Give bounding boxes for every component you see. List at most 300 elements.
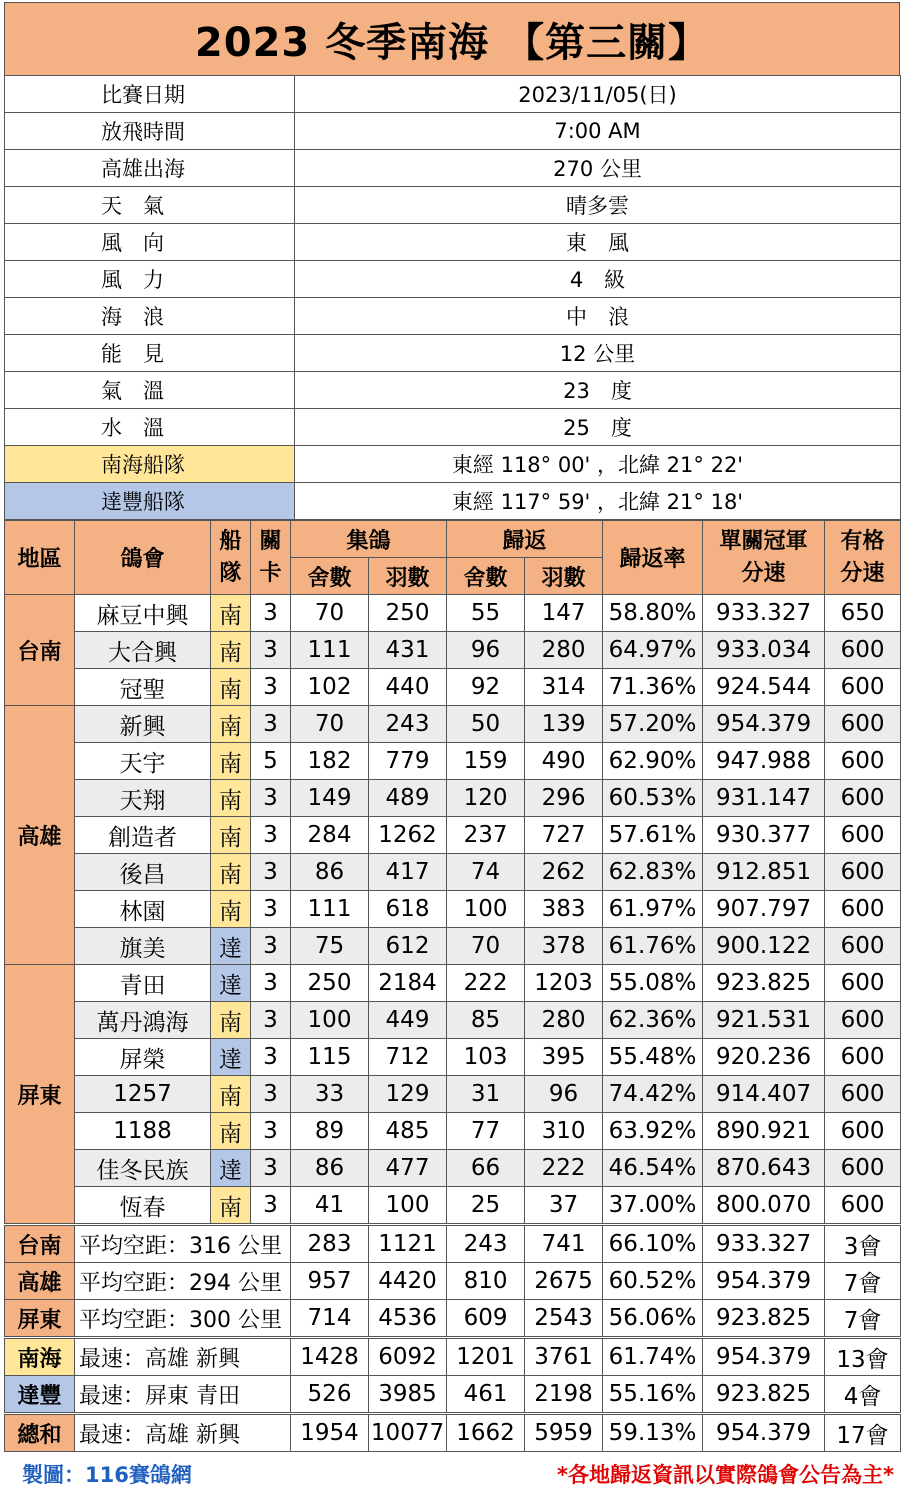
info-row	[5, 372, 901, 409]
club-name: 屏榮	[75, 1039, 211, 1076]
champion-speed: 870.643	[703, 1150, 825, 1187]
club-name: 青田	[75, 965, 211, 1002]
summary-name: 高雄	[5, 1263, 75, 1300]
return-birds: 383	[525, 891, 603, 928]
return-birds: 139	[525, 706, 603, 743]
champion-speed: 924.544	[703, 669, 825, 706]
collect-lofts: 75	[291, 928, 369, 965]
return-rate: 62.90%	[603, 743, 703, 780]
collect-birds: 618	[369, 891, 447, 928]
info-row	[5, 113, 901, 150]
collect-birds: 1121	[369, 1225, 447, 1263]
champion-speed: 923.825	[703, 1300, 825, 1338]
info-row	[5, 335, 901, 372]
qualifying-speed: 600	[825, 1039, 901, 1076]
return-rate: 59.13%	[603, 1414, 703, 1452]
champion-speed: 907.797	[703, 891, 825, 928]
return-rate: 55.08%	[603, 965, 703, 1002]
stage-count: 3	[251, 595, 291, 632]
race-info-table	[4, 75, 901, 520]
summary-note: 最速：屏東 青田	[75, 1376, 291, 1414]
return-lofts: 237	[447, 817, 525, 854]
collect-lofts: 86	[291, 1150, 369, 1187]
club-name: 冠聖	[75, 669, 211, 706]
stage-count: 3	[251, 891, 291, 928]
collect-birds: 489	[369, 780, 447, 817]
boat-team: 南	[211, 1113, 251, 1150]
collect-birds: 243	[369, 706, 447, 743]
return-rate: 55.48%	[603, 1039, 703, 1076]
stage-count: 3	[251, 965, 291, 1002]
collect-birds: 129	[369, 1076, 447, 1113]
summary-name: 台南	[5, 1225, 75, 1263]
return-lofts: 159	[447, 743, 525, 780]
return-birds: 280	[525, 632, 603, 669]
return-rate: 37.00%	[603, 1187, 703, 1225]
collect-lofts: 89	[291, 1113, 369, 1150]
info-row	[5, 298, 901, 335]
header-rate: 歸返率	[603, 521, 703, 595]
collect-lofts: 111	[291, 891, 369, 928]
return-rate: 56.06%	[603, 1300, 703, 1338]
return-birds: 2543	[525, 1300, 603, 1338]
info-value: 25 度	[295, 409, 901, 446]
collect-lofts: 284	[291, 817, 369, 854]
header-return: 歸返	[447, 521, 603, 558]
header-stage-label: 關卡	[259, 528, 282, 586]
return-rate: 74.42%	[603, 1076, 703, 1113]
info-value: 7:00 AM	[295, 113, 901, 150]
summary-note: 最速：高雄 新興	[75, 1338, 291, 1376]
boat-team: 南	[211, 706, 251, 743]
header-return-lofts: 舍數	[447, 558, 525, 595]
stage-count: 3	[251, 669, 291, 706]
boat-coord-row	[5, 446, 901, 483]
qualifying-speed: 600	[825, 928, 901, 965]
stage-count: 3	[251, 1076, 291, 1113]
collect-birds: 100	[369, 1187, 447, 1225]
collect-lofts: 526	[291, 1376, 369, 1414]
qualifying-speed: 600	[825, 965, 901, 1002]
return-birds: 490	[525, 743, 603, 780]
return-lofts: 66	[447, 1150, 525, 1187]
info-row	[5, 150, 901, 187]
qualifying-speed: 600	[825, 854, 901, 891]
header-qual-speed	[825, 521, 901, 595]
table-row	[5, 595, 901, 632]
club-name: 恆春	[75, 1187, 211, 1225]
stage-count: 3	[251, 780, 291, 817]
info-value: 4 級	[295, 261, 901, 298]
return-rate: 62.83%	[603, 854, 703, 891]
boat-coordinates: 東經 117° 59' ，北緯 21° 18'	[295, 483, 901, 520]
region-cell: 台南	[5, 595, 75, 706]
header-boat	[211, 521, 251, 595]
footer-credit: 製圖：116賽鴿網	[22, 1463, 192, 1487]
qualifying-speed: 600	[825, 632, 901, 669]
info-value: 2023/11/05(日)	[295, 76, 901, 113]
club-name: 佳冬民族	[75, 1150, 211, 1187]
return-birds: 727	[525, 817, 603, 854]
collect-birds: 449	[369, 1002, 447, 1039]
collect-lofts: 41	[291, 1187, 369, 1225]
stage-count: 3	[251, 854, 291, 891]
return-birds: 262	[525, 854, 603, 891]
return-rate: 57.20%	[603, 706, 703, 743]
return-birds: 741	[525, 1225, 603, 1263]
return-lofts: 222	[447, 965, 525, 1002]
club-name: 1188	[75, 1113, 211, 1150]
region-cell: 高雄	[5, 706, 75, 965]
footer	[4, 1452, 900, 1496]
boat-team: 達	[211, 965, 251, 1002]
qualifying-speed: 650	[825, 595, 901, 632]
table-row	[5, 854, 901, 891]
champion-speed: 900.122	[703, 928, 825, 965]
club-count: 13會	[825, 1338, 901, 1376]
return-lofts: 461	[447, 1376, 525, 1414]
return-lofts: 1201	[447, 1338, 525, 1376]
return-lofts: 55	[447, 595, 525, 632]
summary-note: 最速：高雄 新興	[75, 1414, 291, 1452]
return-birds: 280	[525, 1002, 603, 1039]
header-boat-label: 船隊	[219, 528, 242, 586]
summary-note: 平均空距：294 公里	[75, 1263, 291, 1300]
boat-team: 南	[211, 1187, 251, 1225]
stage-count: 3	[251, 1113, 291, 1150]
footer-notice: *各地歸返資訊以實際鴿會公告為主*	[557, 1463, 894, 1487]
champion-speed: 923.825	[703, 965, 825, 1002]
collect-lofts: 149	[291, 780, 369, 817]
qualifying-speed: 600	[825, 1187, 901, 1225]
stage-count: 3	[251, 928, 291, 965]
stage-count: 3	[251, 1002, 291, 1039]
table-row	[5, 1076, 901, 1113]
club-name: 麻豆中興	[75, 595, 211, 632]
collect-birds: 10077	[369, 1414, 447, 1452]
collect-birds: 477	[369, 1150, 447, 1187]
club-count: 7會	[825, 1300, 901, 1338]
header-champ-speed-label: 單關冠軍分速	[719, 528, 808, 586]
return-rate: 61.97%	[603, 891, 703, 928]
table-row	[5, 928, 901, 965]
return-birds: 310	[525, 1113, 603, 1150]
return-birds: 314	[525, 669, 603, 706]
info-label: 放飛時間	[5, 113, 295, 150]
boat-team: 南	[211, 854, 251, 891]
boat-team: 南	[211, 891, 251, 928]
return-lofts: 1662	[447, 1414, 525, 1452]
info-label: 風 力	[5, 261, 295, 298]
boat-coordinates: 東經 118° 00' ，北緯 21° 22'	[295, 446, 901, 483]
collect-birds: 485	[369, 1113, 447, 1150]
qualifying-speed: 600	[825, 817, 901, 854]
header-return-birds: 羽數	[525, 558, 603, 595]
info-value: 270 公里	[295, 150, 901, 187]
return-rate: 62.36%	[603, 1002, 703, 1039]
return-birds: 395	[525, 1039, 603, 1076]
champion-speed: 800.070	[703, 1187, 825, 1225]
club-name: 新興	[75, 706, 211, 743]
info-row	[5, 76, 901, 113]
return-rate: 60.53%	[603, 780, 703, 817]
region-cell: 屏東	[5, 965, 75, 1225]
race-info-body	[5, 76, 901, 520]
return-birds: 37	[525, 1187, 603, 1225]
collect-birds: 4420	[369, 1263, 447, 1300]
table-row	[5, 1150, 901, 1187]
boat-team-label: 南海船隊	[5, 446, 295, 483]
return-rate: 58.80%	[603, 595, 703, 632]
champion-speed: 954.379	[703, 1338, 825, 1376]
collect-lofts: 100	[291, 1002, 369, 1039]
return-birds: 2198	[525, 1376, 603, 1414]
return-rate: 61.76%	[603, 928, 703, 965]
collect-birds: 612	[369, 928, 447, 965]
return-lofts: 85	[447, 1002, 525, 1039]
return-birds: 1203	[525, 965, 603, 1002]
champion-speed: 914.407	[703, 1076, 825, 1113]
table-row	[5, 706, 901, 743]
summary-row	[5, 1376, 901, 1414]
info-label: 氣 溫	[5, 372, 295, 409]
info-row	[5, 187, 901, 224]
collect-birds: 431	[369, 632, 447, 669]
info-value: 中 浪	[295, 298, 901, 335]
champion-speed: 947.988	[703, 743, 825, 780]
header-stage	[251, 521, 291, 595]
club-name: 創造者	[75, 817, 211, 854]
champion-speed: 920.236	[703, 1039, 825, 1076]
collect-lofts: 33	[291, 1076, 369, 1113]
champion-speed: 933.327	[703, 1225, 825, 1263]
champion-speed: 933.327	[703, 595, 825, 632]
info-row	[5, 409, 901, 446]
summary-name: 達豐	[5, 1376, 75, 1414]
return-lofts: 70	[447, 928, 525, 965]
collect-birds: 779	[369, 743, 447, 780]
return-birds: 296	[525, 780, 603, 817]
champion-speed: 954.379	[703, 1263, 825, 1300]
return-lofts: 92	[447, 669, 525, 706]
boat-team-label: 達豐船隊	[5, 483, 295, 520]
champion-speed: 921.531	[703, 1002, 825, 1039]
return-rate: 55.16%	[603, 1376, 703, 1414]
return-rate: 46.54%	[603, 1150, 703, 1187]
club-name: 天翔	[75, 780, 211, 817]
table-row	[5, 1039, 901, 1076]
club-name: 後昌	[75, 854, 211, 891]
qualifying-speed: 600	[825, 1113, 901, 1150]
boat-team: 達	[211, 928, 251, 965]
collect-lofts: 1954	[291, 1414, 369, 1452]
collect-birds: 712	[369, 1039, 447, 1076]
qualifying-speed: 600	[825, 1076, 901, 1113]
return-lofts: 31	[447, 1076, 525, 1113]
summary-note: 平均空距：300 公里	[75, 1300, 291, 1338]
boat-team: 南	[211, 669, 251, 706]
return-lofts: 77	[447, 1113, 525, 1150]
return-rate: 60.52%	[603, 1263, 703, 1300]
return-birds: 147	[525, 595, 603, 632]
return-rate: 61.74%	[603, 1338, 703, 1376]
return-birds: 5959	[525, 1414, 603, 1452]
results-table	[4, 520, 901, 1452]
return-birds: 222	[525, 1150, 603, 1187]
collect-birds: 6092	[369, 1338, 447, 1376]
header-champ-speed	[703, 521, 825, 595]
club-count: 7會	[825, 1263, 901, 1300]
header-region: 地區	[5, 521, 75, 595]
summary-name: 總和	[5, 1414, 75, 1452]
return-lofts: 74	[447, 854, 525, 891]
table-row	[5, 891, 901, 928]
stage-count: 3	[251, 1150, 291, 1187]
club-name: 萬丹鴻海	[75, 1002, 211, 1039]
header-qual-speed-label: 有格分速	[840, 528, 885, 586]
info-label: 能 見	[5, 335, 295, 372]
club-name: 大合興	[75, 632, 211, 669]
collect-lofts: 714	[291, 1300, 369, 1338]
boat-coord-row	[5, 483, 901, 520]
return-lofts: 243	[447, 1225, 525, 1263]
return-rate: 57.61%	[603, 817, 703, 854]
info-value: 12 公里	[295, 335, 901, 372]
return-birds: 96	[525, 1076, 603, 1113]
return-rate: 64.97%	[603, 632, 703, 669]
boat-team: 南	[211, 1002, 251, 1039]
info-value: 東 風	[295, 224, 901, 261]
summary-row	[5, 1263, 901, 1300]
info-label: 天 氣	[5, 187, 295, 224]
return-lofts: 50	[447, 706, 525, 743]
info-label: 水 溫	[5, 409, 295, 446]
table-row	[5, 817, 901, 854]
info-label: 海 浪	[5, 298, 295, 335]
champion-speed: 954.379	[703, 1414, 825, 1452]
collect-lofts: 111	[291, 632, 369, 669]
collect-birds: 440	[369, 669, 447, 706]
collect-lofts: 957	[291, 1263, 369, 1300]
report-title: 2023 冬季南海 【第三關】	[4, 2, 900, 75]
table-row	[5, 669, 901, 706]
collect-lofts: 102	[291, 669, 369, 706]
qualifying-speed: 600	[825, 780, 901, 817]
boat-team: 南	[211, 595, 251, 632]
collect-lofts: 86	[291, 854, 369, 891]
boat-team: 南	[211, 632, 251, 669]
table-row	[5, 743, 901, 780]
champion-speed: 931.147	[703, 780, 825, 817]
qualifying-speed: 600	[825, 1002, 901, 1039]
club-count: 3會	[825, 1225, 901, 1263]
return-birds: 3761	[525, 1338, 603, 1376]
return-birds: 2675	[525, 1263, 603, 1300]
boat-team: 南	[211, 1076, 251, 1113]
champion-speed: 923.825	[703, 1376, 825, 1414]
race-report	[4, 2, 900, 1496]
info-label: 高雄出海	[5, 150, 295, 187]
collect-birds: 417	[369, 854, 447, 891]
return-lofts: 96	[447, 632, 525, 669]
club-name: 旗美	[75, 928, 211, 965]
boat-team: 達	[211, 1150, 251, 1187]
champion-speed: 890.921	[703, 1113, 825, 1150]
summary-row	[5, 1225, 901, 1263]
table-row	[5, 780, 901, 817]
header-club: 鴿會	[75, 521, 211, 595]
table-row	[5, 965, 901, 1002]
collect-birds: 2184	[369, 965, 447, 1002]
return-lofts: 120	[447, 780, 525, 817]
club-name: 天宇	[75, 743, 211, 780]
table-row	[5, 632, 901, 669]
return-rate: 66.10%	[603, 1225, 703, 1263]
summary-row	[5, 1338, 901, 1376]
club-name: 1257	[75, 1076, 211, 1113]
return-rate: 71.36%	[603, 669, 703, 706]
stage-count: 3	[251, 1187, 291, 1225]
boat-team: 南	[211, 743, 251, 780]
table-row	[5, 1187, 901, 1225]
stage-count: 5	[251, 743, 291, 780]
collect-lofts: 115	[291, 1039, 369, 1076]
stage-count: 3	[251, 706, 291, 743]
header-collect-lofts: 舍數	[291, 558, 369, 595]
qualifying-speed: 600	[825, 669, 901, 706]
collect-birds: 3985	[369, 1376, 447, 1414]
club-count: 4會	[825, 1376, 901, 1414]
header-row-1	[5, 521, 901, 558]
stage-count: 3	[251, 817, 291, 854]
summary-name: 屏東	[5, 1300, 75, 1338]
info-label: 風 向	[5, 224, 295, 261]
return-lofts: 609	[447, 1300, 525, 1338]
qualifying-speed: 600	[825, 891, 901, 928]
collect-lofts: 182	[291, 743, 369, 780]
collect-birds: 250	[369, 595, 447, 632]
qualifying-speed: 600	[825, 706, 901, 743]
info-value: 23 度	[295, 372, 901, 409]
collect-birds: 1262	[369, 817, 447, 854]
qualifying-speed: 600	[825, 743, 901, 780]
collect-lofts: 1428	[291, 1338, 369, 1376]
qualifying-speed: 600	[825, 1150, 901, 1187]
info-value: 晴多雲	[295, 187, 901, 224]
boat-team: 南	[211, 780, 251, 817]
collect-lofts: 70	[291, 595, 369, 632]
return-lofts: 103	[447, 1039, 525, 1076]
champion-speed: 954.379	[703, 706, 825, 743]
return-birds: 378	[525, 928, 603, 965]
header-collect-birds: 羽數	[369, 558, 447, 595]
champion-speed: 912.851	[703, 854, 825, 891]
stage-count: 3	[251, 632, 291, 669]
info-row	[5, 261, 901, 298]
header-collect: 集鴿	[291, 521, 447, 558]
collect-birds: 4536	[369, 1300, 447, 1338]
summary-note: 平均空距：316 公里	[75, 1225, 291, 1263]
collect-lofts: 70	[291, 706, 369, 743]
return-lofts: 25	[447, 1187, 525, 1225]
return-lofts: 810	[447, 1263, 525, 1300]
info-row	[5, 224, 901, 261]
table-row	[5, 1002, 901, 1039]
collect-lofts: 283	[291, 1225, 369, 1263]
club-name: 林園	[75, 891, 211, 928]
summary-row	[5, 1414, 901, 1452]
return-rate: 63.92%	[603, 1113, 703, 1150]
